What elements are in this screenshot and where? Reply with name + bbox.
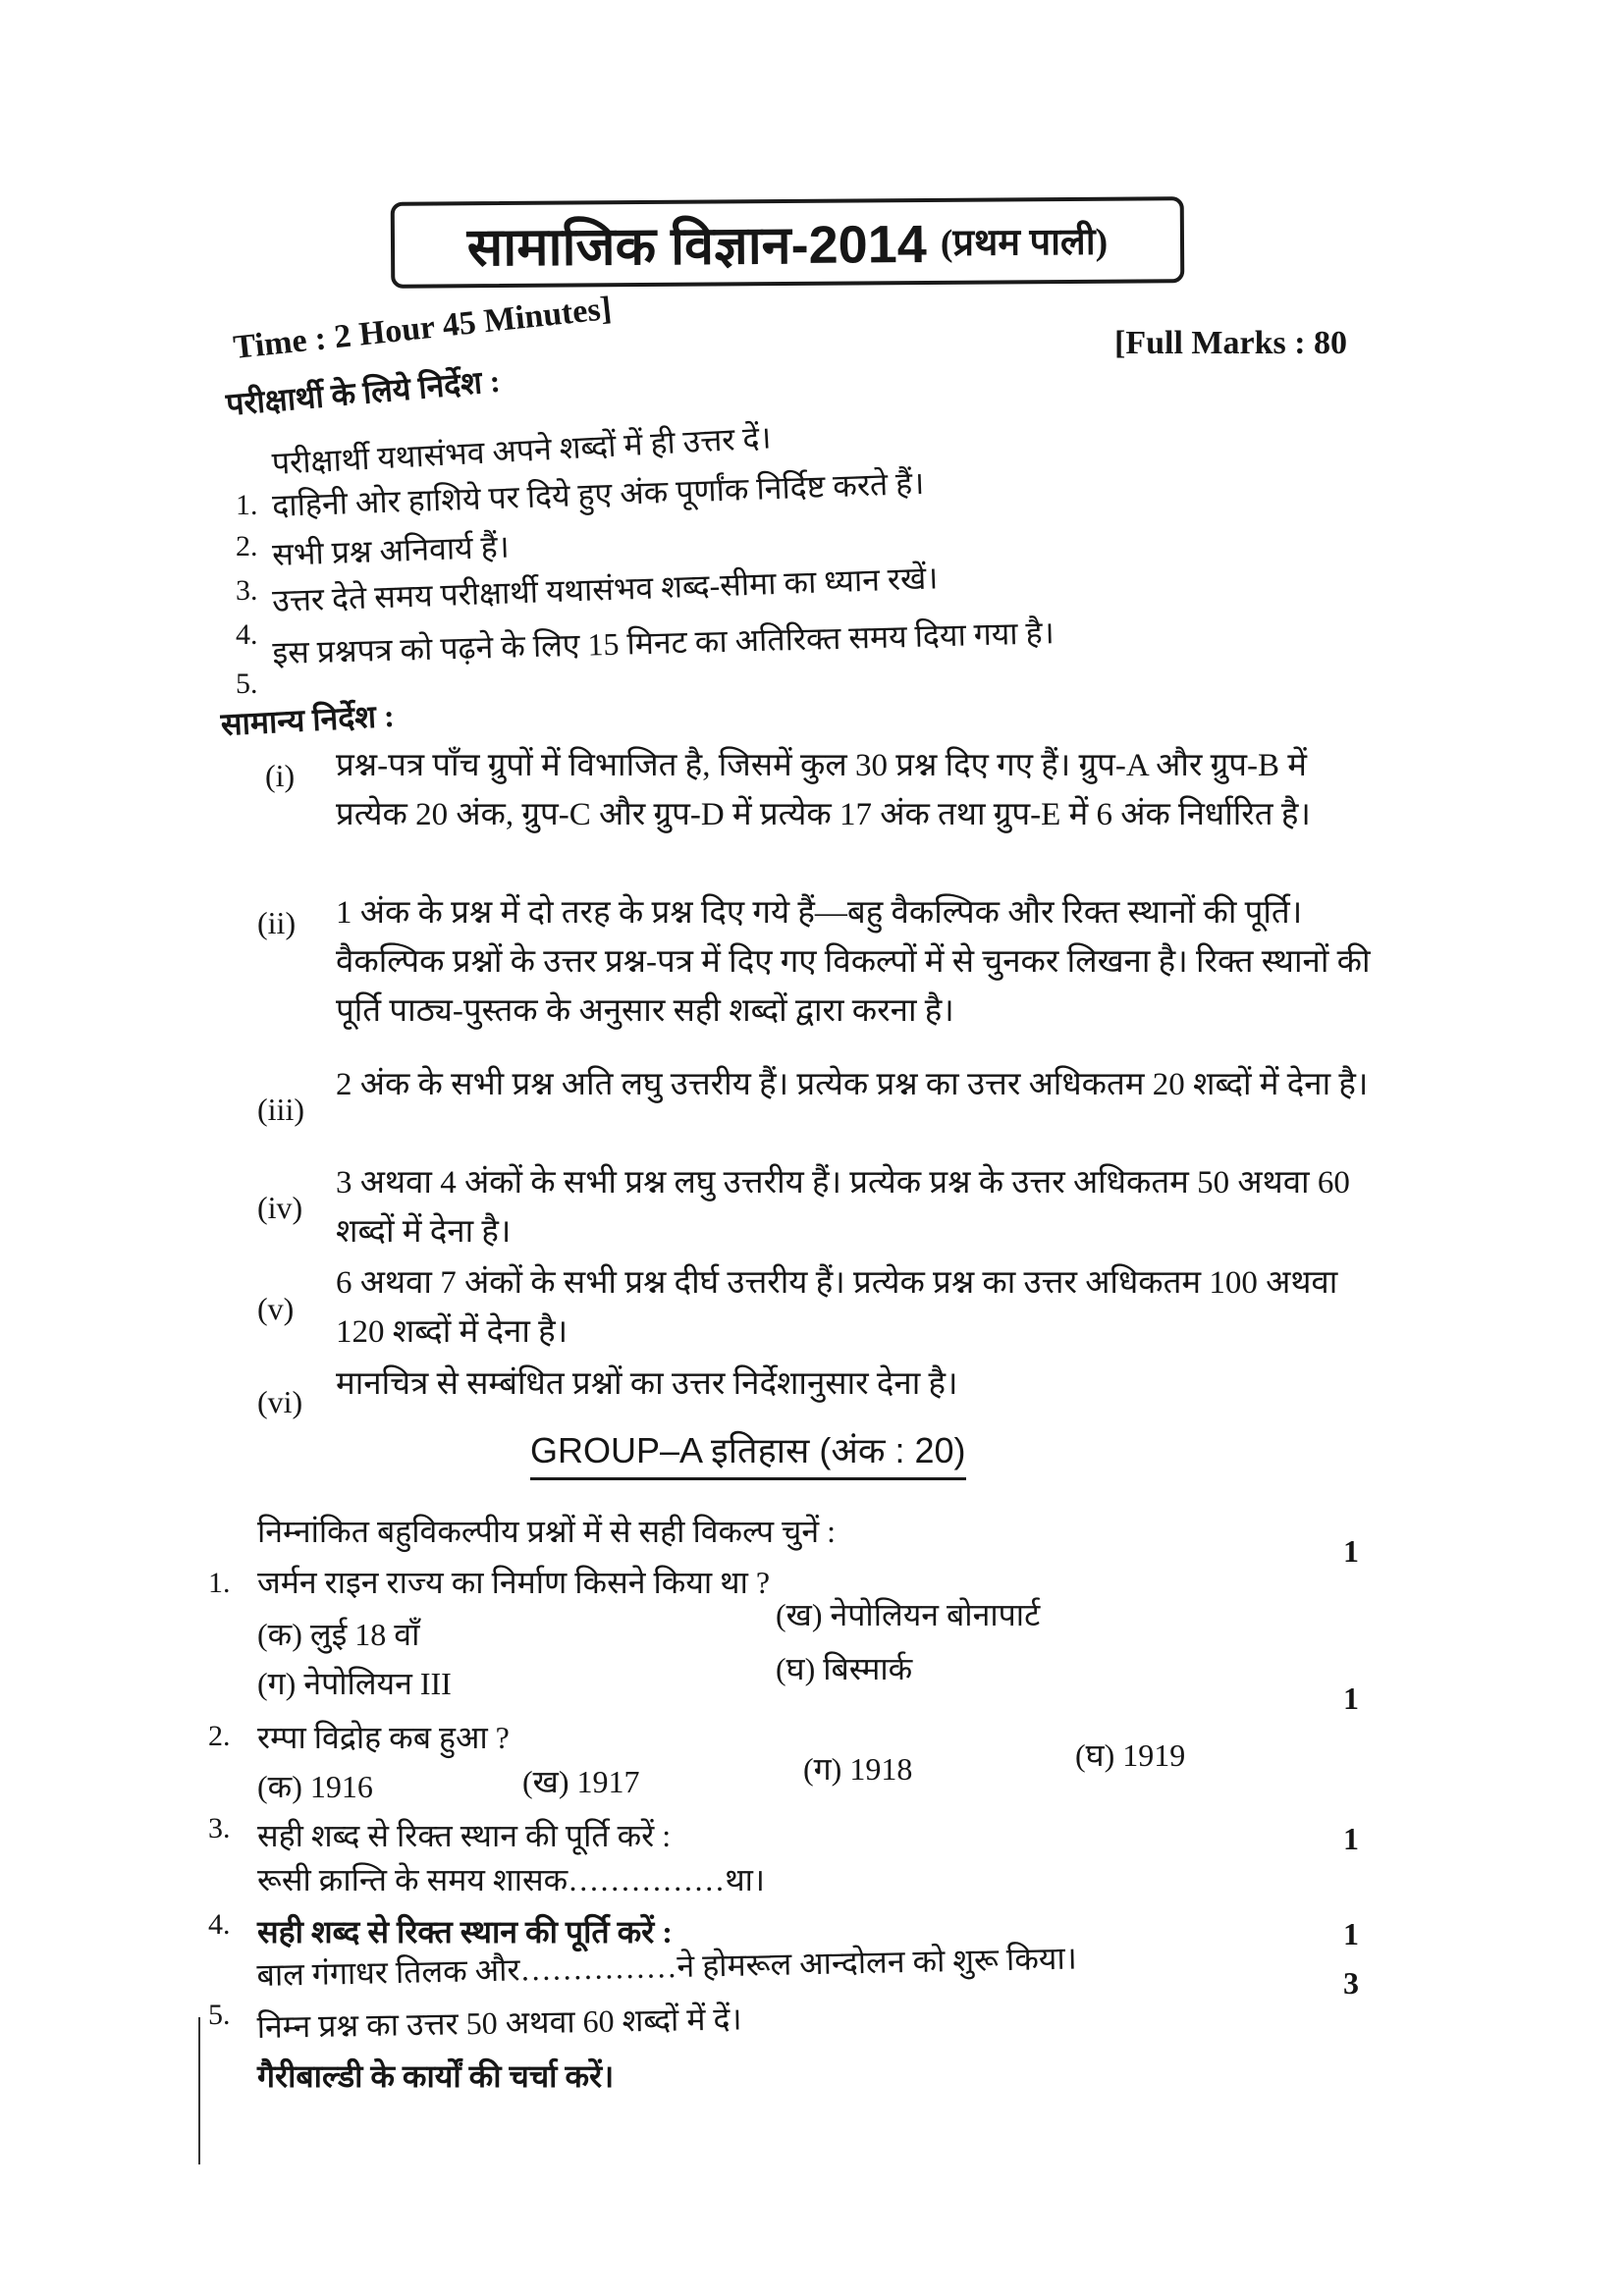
question-text: सही शब्द से रिक्त स्थान की पूर्ति करें : (257, 1818, 672, 1853)
option: (ग) नेपोलियन III (257, 1666, 452, 1701)
question-marks: 3 (1343, 1965, 1359, 2001)
instruction-item: परीक्षार्थी यथासंभव अपने शब्दों में ही उत्तर दें। (271, 419, 773, 482)
mcq-instruction: निम्नांकित बहुविकल्पीय प्रश्नों में से सही विकल्प चुनें : (257, 1514, 836, 1549)
question-text: सही शब्द से रिक्त स्थान की पूर्ति करें : (257, 1914, 673, 1949)
paper-title-box (391, 196, 1185, 289)
option: (क) लुई 18 वाँ (257, 1617, 420, 1652)
candidate-instructions-heading: परीक्षार्थी के लिये निर्देश : (224, 362, 502, 423)
paper-title: सामाजिक विज्ञान-2014 (466, 215, 927, 278)
instruction-number: 3. (236, 574, 258, 607)
instruction-label: (i) (265, 758, 296, 793)
instruction-number: 5. (236, 667, 258, 700)
option: (घ) बिस्मार्क (776, 1651, 913, 1686)
question-text: जर्मन राइन राज्य का निर्माण किसने किया था ? (257, 1565, 771, 1600)
general-instructions-heading: सामान्य निर्देश : (220, 697, 396, 743)
margin-line (198, 2017, 200, 2164)
question-number: 1. (208, 1567, 231, 1599)
fill-in-blank: बाल गंगाधर तिलक और……………ने होमरूल आन्दोलन को शुरू किया। (256, 1940, 1078, 1994)
instruction-number: 2. (236, 530, 258, 562)
instruction-label: (v) (257, 1291, 295, 1326)
time-allowed: Time : 2 Hour 45 Minutes] (231, 290, 614, 367)
question-number: 4. (208, 1908, 231, 1941)
option: (घ) 1919 (1075, 1737, 1186, 1773)
instruction-item: 2 अंक के सभी प्रश्न अति लघु उत्तरीय हैं। प्रत्येक प्रश्न का उत्तर अधिकतम 20 शब्दों में देना है। (336, 1067, 1369, 1102)
full-marks: [Full Marks : 80 (1114, 325, 1348, 361)
instruction-label: (ii) (257, 905, 297, 940)
question-marks: 1 (1343, 1533, 1359, 1569)
paper-shift: (प्रथम पाली) (940, 221, 1109, 264)
instruction-item: 6 अथवा 7 अंकों के सभी प्रश्न दीर्घ उत्तरीय हैं। प्रत्येक प्रश्न का उत्तर अधिकतम 100 अथवा 120 शब्दों में देना है। (336, 1265, 1338, 1350)
question-marks: 1 (1343, 1916, 1359, 1951)
question-marks: 1 (1343, 1681, 1359, 1716)
question-marks: 1 (1343, 1821, 1359, 1856)
instruction-item: इस प्रश्नपत्र को पढ़ने के लिए 15 मिनट का अतिरिक्त समय दिया गया है। (272, 614, 1056, 671)
instruction-item: मानचित्र से सम्बंधित प्रश्नों का उत्तर निर्देशानुसार देना है। (336, 1366, 958, 1402)
option: (ख) नेपोलियन बोनापार्ट (776, 1597, 1041, 1632)
option: (क) 1916 (257, 1769, 373, 1804)
question-text: निम्न प्रश्न का उत्तर 50 अथवा 60 शब्दों में दें। (256, 2001, 742, 2046)
instruction-label: (vi) (257, 1384, 303, 1419)
group-a-heading: GROUP–A इतिहास (अंक : 20) (530, 1425, 966, 1480)
instruction-label: (iii) (257, 1092, 304, 1127)
question-number: 5. (208, 1999, 231, 2031)
fill-in-blank: रूसी क्रान्ति के समय शासक……………था। (257, 1862, 766, 1897)
instruction-item: 1 अंक के प्रश्न में दो तरह के प्रश्न दिए गये हैं—बहु वैकल्पिक और रिक्त स्थानों की पूर्ति। वैकल्पिक प्रश्नों के उत्तर प्रश्न-पत्र में दिए गए विकल्पों में से चुनकर लिखना है। रिक्त स्थानों की पूर्ति पाठ्य-पुस्तक के अनुसार सही शब्दों द्वारा करना है। (336, 895, 1371, 1029)
option: (ग) 1918 (803, 1751, 913, 1787)
instruction-item: प्रश्न-पत्र पाँच ग्रुपों में विभाजित है, जिसमें कुल 30 प्रश्न दिए गए हैं। ग्रुप-A और ग्रुप-B में प्रत्येक 20 अंक, ग्रुप-C और ग्रुप-D में प्रत्येक 17 अंक तथा ग्रुप-E में 6 अंक निर्धारित है। (336, 748, 1311, 832)
instruction-item: सभी प्रश्न अनिवार्य हैं। (271, 528, 511, 573)
instruction-item: 3 अथवा 4 अंकों के सभी प्रश्न लघु उत्तरीय हैं। प्रत्येक प्रश्न के उत्तर अधिकतम 50 अथवा 60 शब्दों में देना है। (336, 1165, 1350, 1250)
question-number: 2. (208, 1720, 231, 1752)
question-text: रम्पा विद्रोह कब हुआ ? (257, 1720, 510, 1755)
instruction-number: 4. (236, 618, 258, 651)
instruction-item: उत्तर देते समय परीक्षार्थी यथासंभव शब्द-सीमा का ध्यान रखें। (271, 560, 939, 619)
instruction-number: 1. (236, 489, 258, 521)
instruction-item: दाहिनी ओर हाशिये पर दिये हुए अंक पूर्णांक निर्दिष्ट करते हैं। (271, 464, 925, 524)
instruction-label: (iv) (257, 1190, 303, 1225)
question-prompt: गैरीबाल्डी के कार्यों की चर्चा करें। (257, 2058, 615, 2094)
question-number: 3. (208, 1812, 231, 1844)
option: (ख) 1917 (522, 1764, 640, 1799)
